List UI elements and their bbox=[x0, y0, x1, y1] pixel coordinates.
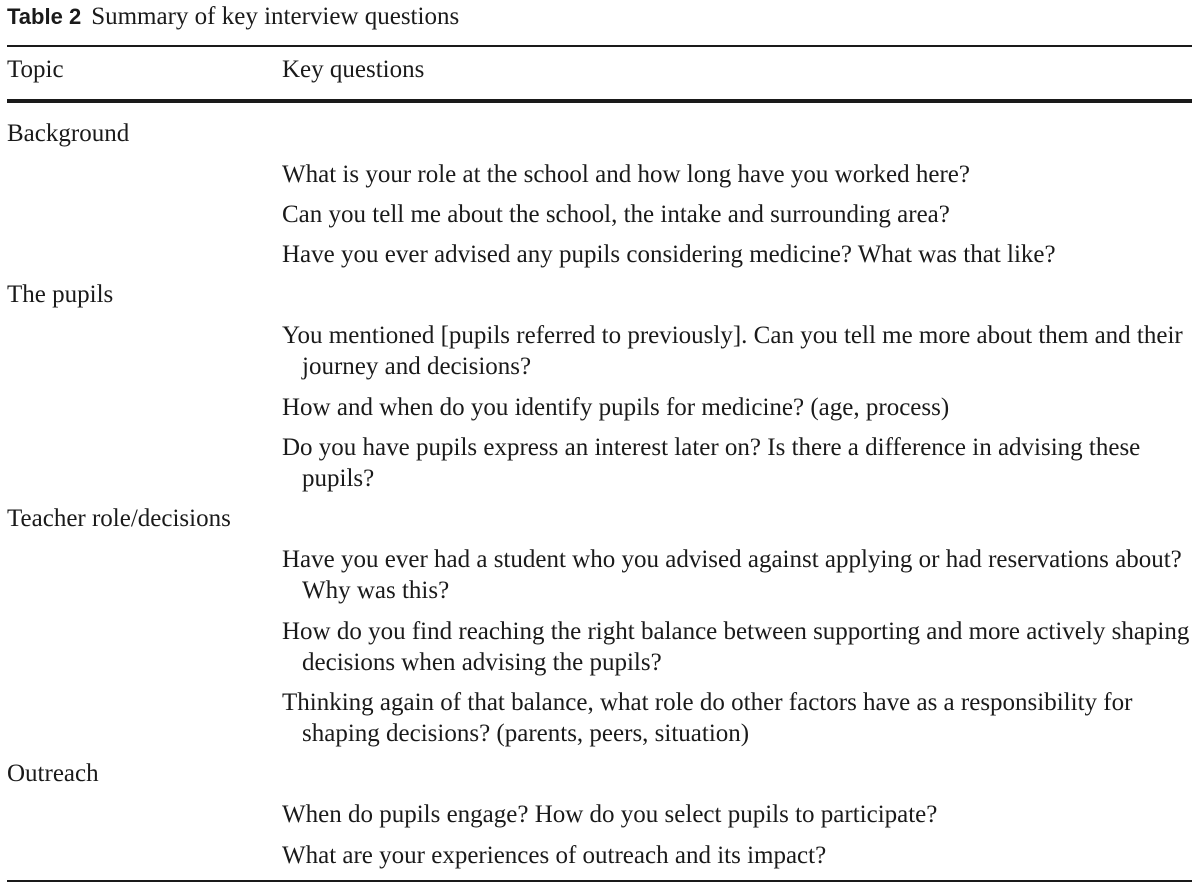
question: You mentioned [pupils referred to previously]. Can you tell me more about them and their journey and decisions? bbox=[282, 322, 1183, 380]
table-title: Summary of key interview questions bbox=[91, 3, 460, 30]
question: Thinking again of that balance, what role do other factors have as a responsibility for shaping decisions? (parents, peers, situation) bbox=[282, 689, 1133, 747]
column-header-key-questions: Key questions bbox=[282, 56, 425, 83]
topic-teacher-role-decisions: Teacher role/decisions bbox=[7, 505, 231, 532]
question: Do you have pupils express an interest later on? Is there a difference in advising these pupils? bbox=[282, 434, 1141, 492]
question: How do you find reaching the right balance between supporting and more actively shaping decisions when advising the pupils? bbox=[282, 618, 1190, 676]
topic-outreach: Outreach bbox=[7, 760, 99, 787]
question: Have you ever had a student who you advised against applying or had reservations about? Why was this? bbox=[282, 546, 1182, 604]
table-label: Table 2 bbox=[7, 4, 82, 29]
top-rule bbox=[7, 45, 1192, 47]
question: Can you tell me about the school, the intake and surrounding area? bbox=[282, 201, 950, 228]
header-rule bbox=[7, 99, 1192, 103]
bottom-rule bbox=[7, 880, 1192, 882]
column-header-topic: Topic bbox=[7, 56, 64, 83]
question: When do pupils engage? How do you select pupils to participate? bbox=[282, 801, 938, 828]
topic-background: Background bbox=[7, 120, 130, 147]
question: Have you ever advised any pupils considering medicine? What was that like? bbox=[282, 241, 1056, 268]
table-caption bbox=[7, 2, 459, 32]
question: What is your role at the school and how long have you worked here? bbox=[282, 161, 970, 188]
question: How and when do you identify pupils for medicine? (age, process) bbox=[282, 394, 950, 421]
topic-the-pupils: The pupils bbox=[7, 281, 114, 308]
question: What are your experiences of outreach and its impact? bbox=[282, 842, 827, 869]
